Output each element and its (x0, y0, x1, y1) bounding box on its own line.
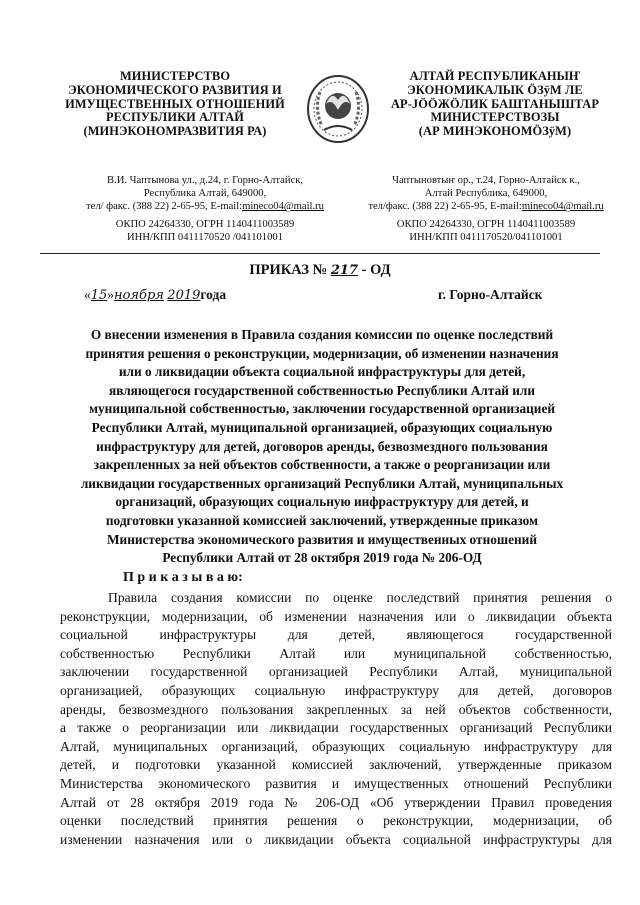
title-line: являющегося государственной собственностью Республики Алтай или (109, 382, 535, 398)
title-line: принятия решения о реконструкции, модернизации, об изменении назначения (85, 345, 559, 361)
date-close-quote: » (107, 287, 115, 302)
email-link-left[interactable]: mineco04@mail.ru (242, 201, 324, 213)
body-line: а также о реорганизации или ликвидации государственных организаций Республики (60, 720, 612, 736)
header-divider (40, 253, 600, 254)
body-line: реконструкции, модернизации, об изменении назначения или о ликвидации объекта (60, 608, 612, 624)
date-year: 2019 (167, 288, 201, 303)
document-title (52, 326, 592, 568)
order-number: 217 (330, 263, 359, 278)
okpo-right: ОКПО 24264330, ОГРН 1140411003589 (396, 218, 576, 230)
title-line: Республики Алтай от 28 октября 2019 года № 206-ОД (162, 550, 482, 566)
address-left (60, 174, 350, 244)
contact-left (60, 200, 350, 213)
header-right-line: АЛТАЙ РЕСПУБЛИКАНЫҤ (409, 69, 581, 83)
title-line: подготовки указанной комиссией заключений, утвержденные приказом (105, 512, 539, 528)
title-line: или о ликвидации объекта социальной инфраструктуры для детей, (118, 364, 526, 380)
order-date (84, 287, 226, 303)
title-line: организаций, образующих социальную инфраструктуру для детей, и (115, 494, 529, 510)
header-left-line: ИМУЩЕСТВЕННЫХ ОТНОШЕНИЙ (65, 96, 285, 111)
header-left-line: (МИНЭКОНОМРАЗВИТИЯ РА) (83, 124, 267, 139)
order-city: г. Горно-Алтайск (438, 287, 543, 302)
body-line: оценки последствий принятия решения о реконструкции, модернизации, об (60, 813, 612, 829)
inn-left: ИНН/КПП 0411170520 /041101001 (127, 231, 283, 243)
title-line: Министерства экономического развития и имущественных отношений (107, 531, 537, 547)
address-right (340, 174, 632, 244)
body-line: Алтай от 28 октября 2019 года № 206-ОД «Об утверждении Правил проведения (60, 794, 612, 810)
body-line: аренды, безвозмездного пользования закрепленных за ней объектов собственности, (60, 701, 612, 717)
header-right-line: АР-JÖÖЖÖЛИК БАШТАНЫШТАР (390, 96, 599, 111)
document-body (60, 589, 612, 849)
header-left-title (40, 70, 310, 139)
order-prefix: ПРИКАЗ № (249, 262, 328, 278)
header-left-line: РЕСПУБЛИКИ АЛТАЙ (106, 110, 244, 125)
body-line: Министерства экономического развития и имущественных отношений Республики (60, 775, 612, 791)
header-right-line: ЭКОНОМИКАЛЫК ÖЗÿМ ЛЕ (407, 82, 583, 97)
order-suffix: - ОД (361, 262, 391, 278)
date-open-quote: « (84, 287, 91, 302)
body-line: Правила создания комиссии по оценке последствий принятия решения о (108, 590, 612, 605)
body-line: детей, и подготовки указанной комиссией заключений, утвержденные приказом (60, 757, 612, 773)
header-left-line: МИНИСТЕРСТВО (119, 69, 231, 83)
body-line: организацией, образующих социальную инфраструктуру для детей, договоров (60, 682, 612, 698)
phone-right: тел/факс. (388 22) 2-65-95, E-mail: (368, 201, 522, 213)
header-right-title (360, 70, 630, 139)
body-line: заключении государственной организацией Республики Алтай, муниципальной (60, 664, 612, 680)
date-day: 15 (90, 288, 108, 303)
header-right-line: МИНИСТЕРСТВОЗЫ (430, 110, 560, 125)
header-left-line: ЭКОНОМИЧЕСКОГО РАЗВИТИЯ И (68, 82, 282, 97)
body-line: Алтай, муниципальных организаций, образующих социальную инфраструктуру для (60, 738, 612, 754)
order-directive: П р и к а з ы в а ю: (123, 570, 243, 585)
address-left-line1: В.И. Чаптынова ул., д.24, г. Горно-Алтайск, (107, 175, 303, 186)
address-right-line2: Алтай Республика, 649000, (424, 188, 548, 200)
title-line: закрепленных за ней объектов собственности, а также о реорганизации или (93, 457, 551, 473)
title-line: О внесении изменения в Правила создания комиссии по оценке последствий (90, 327, 554, 342)
body-line: социальной инфраструктуры для детей, являющегося государственной (60, 627, 612, 643)
email-link-right[interactable]: mineco04@mail.ru (521, 201, 604, 213)
title-line: муниципальной собственностью, заключении государственной организацией (88, 401, 556, 417)
title-line: ликвидации государственных организаций Республики Алтай, муниципальных (80, 475, 564, 491)
body-line: собственностью Республики Алтай или муниципальной собственностью, (60, 645, 612, 661)
address-left-line2: Республика Алтай, 649000, (143, 188, 267, 200)
title-line: Республики Алтай, муниципальной организацией, образующих социальную (91, 419, 553, 435)
inn-right: ИНН/КПП 0411170520/041101001 (409, 231, 563, 243)
phone-left: тел/ факс. (388 22) 2-65-95, E-mail: (86, 201, 243, 213)
address-right-line1: Чаптыновтыҥ ор., т.24, Горно-Алтайск к., (392, 175, 580, 186)
order-heading (200, 262, 440, 279)
header-right-line: (АР МИНЭКОНОМÖЗÿМ) (418, 124, 572, 139)
body-line: изменении назначения или о ликвидации объекта социальной инфраструктуры для (60, 831, 612, 847)
date-suffix: года (200, 287, 227, 302)
okpo-left: ОКПО 24264330, ОГРН 1140411003589 (115, 218, 295, 230)
title-line: инфраструктуру для детей, договоров аренды, безвозмездного пользования (96, 438, 548, 454)
contact-right (340, 200, 632, 213)
date-month: ноября (114, 288, 164, 303)
